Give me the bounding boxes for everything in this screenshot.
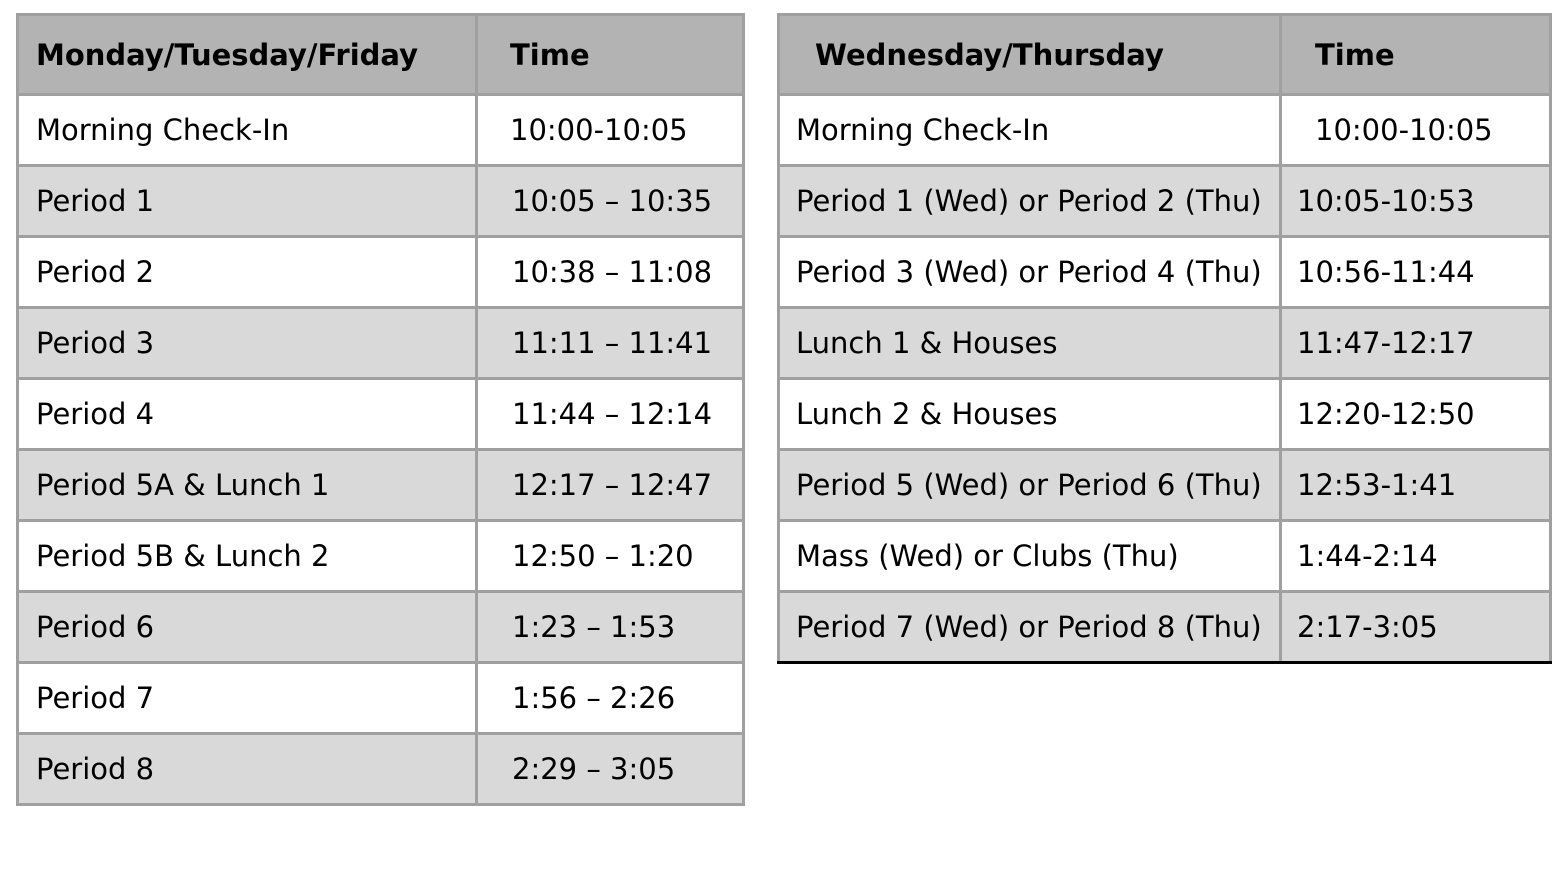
table-row — [779, 379, 1551, 450]
period-cell: Period 5B & Lunch 2 — [18, 521, 477, 592]
time-cell: 12:50 – 1:20 — [477, 521, 744, 592]
period-cell: Period 5 (Wed) or Period 6 (Thu) — [779, 450, 1281, 521]
period-cell: Period 5A & Lunch 1 — [18, 450, 477, 521]
time-cell: 10:00-10:05 — [1281, 95, 1551, 166]
time-cell: 12:17 – 12:47 — [477, 450, 744, 521]
time-cell: 2:29 – 3:05 — [477, 734, 744, 805]
period-cell: Period 6 — [18, 592, 477, 663]
period-cell: Period 2 — [18, 237, 477, 308]
period-cell: Morning Check-In — [18, 95, 477, 166]
column-header-time: Time — [1281, 15, 1551, 95]
table-row — [779, 450, 1551, 521]
table-header-row — [18, 15, 744, 95]
time-cell: 2:17-3:05 — [1281, 592, 1551, 663]
time-cell: 11:11 – 11:41 — [477, 308, 744, 379]
table-row — [18, 308, 744, 379]
period-cell: Period 8 — [18, 734, 477, 805]
table-row — [18, 592, 744, 663]
column-header-day: Wednesday/Thursday — [779, 15, 1281, 95]
period-cell: Lunch 1 & Houses — [779, 308, 1281, 379]
period-cell: Period 4 — [18, 379, 477, 450]
table-row — [18, 95, 744, 166]
table-row — [779, 166, 1551, 237]
table-row — [18, 450, 744, 521]
time-cell: 1:44-2:14 — [1281, 521, 1551, 592]
time-cell: 1:56 – 2:26 — [477, 663, 744, 734]
period-cell: Period 1 — [18, 166, 477, 237]
table-row — [779, 308, 1551, 379]
period-cell: Period 7 — [18, 663, 477, 734]
column-header-day: Monday/Tuesday/Friday — [18, 15, 477, 95]
table-row — [779, 592, 1551, 663]
time-cell: 10:38 – 11:08 — [477, 237, 744, 308]
period-cell: Period 7 (Wed) or Period 8 (Thu) — [779, 592, 1281, 663]
table-row — [18, 379, 744, 450]
time-cell: 10:56-11:44 — [1281, 237, 1551, 308]
period-cell: Mass (Wed) or Clubs (Thu) — [779, 521, 1281, 592]
time-cell: 11:44 – 12:14 — [477, 379, 744, 450]
mon-tue-fri-schedule-table — [16, 13, 745, 806]
table-row — [779, 95, 1551, 166]
table-row — [779, 237, 1551, 308]
wed-thu-schedule-table — [777, 13, 1552, 664]
period-cell: Period 1 (Wed) or Period 2 (Thu) — [779, 166, 1281, 237]
time-cell: 1:23 – 1:53 — [477, 592, 744, 663]
time-cell: 12:20-12:50 — [1281, 379, 1551, 450]
table-row — [18, 734, 744, 805]
period-cell: Period 3 (Wed) or Period 4 (Thu) — [779, 237, 1281, 308]
table-row — [779, 521, 1551, 592]
time-cell: 12:53-1:41 — [1281, 450, 1551, 521]
time-cell: 10:00-10:05 — [477, 95, 744, 166]
time-cell: 11:47-12:17 — [1281, 308, 1551, 379]
table-row — [18, 166, 744, 237]
column-header-time: Time — [477, 15, 744, 95]
time-cell: 10:05 – 10:35 — [477, 166, 744, 237]
period-cell: Period 3 — [18, 308, 477, 379]
period-cell: Morning Check-In — [779, 95, 1281, 166]
table-row — [18, 237, 744, 308]
table-row — [18, 521, 744, 592]
period-cell: Lunch 2 & Houses — [779, 379, 1281, 450]
table-header-row — [779, 15, 1551, 95]
table-row — [18, 663, 744, 734]
time-cell: 10:05-10:53 — [1281, 166, 1551, 237]
